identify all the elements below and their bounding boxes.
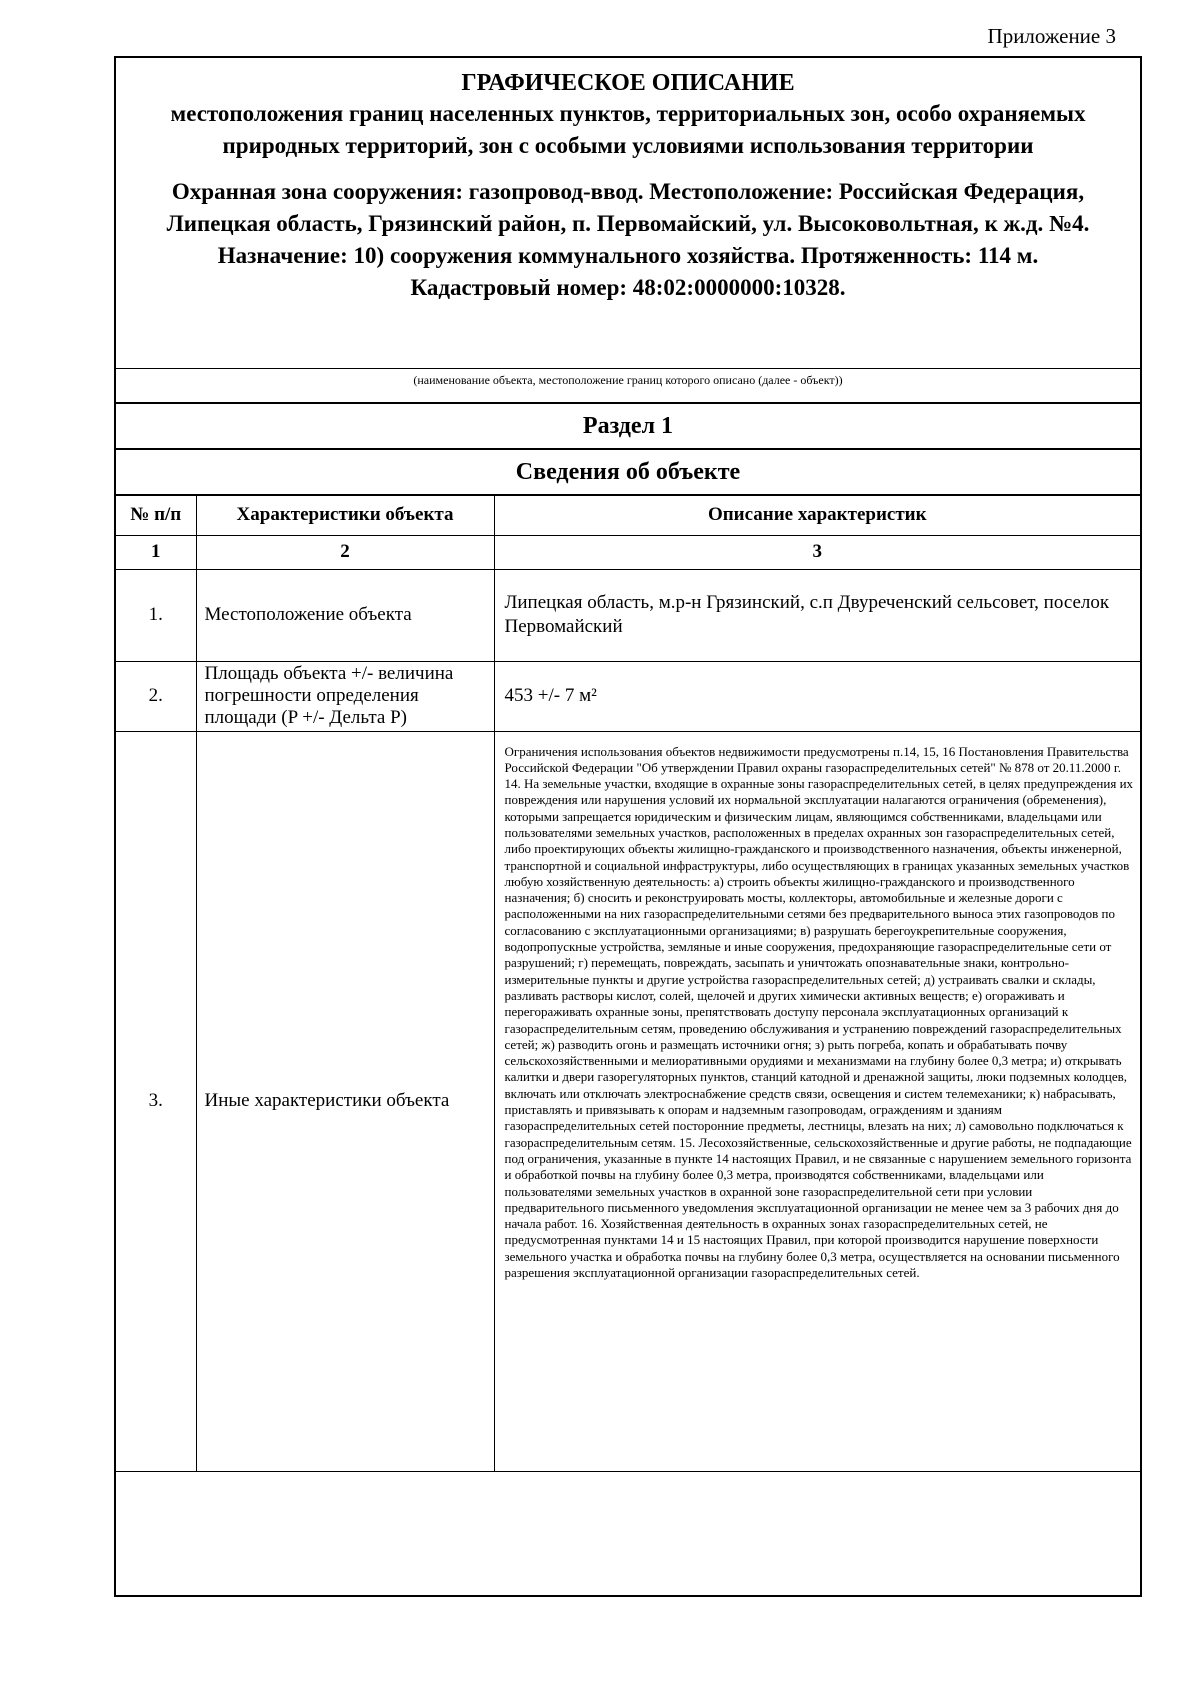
row-characteristic: Местоположение объекта [196,569,494,661]
object-caption: (наименование объекта, местоположение границ которого описано (далее - объект)) [116,368,1140,402]
info-title: Сведения об объекте [116,448,1140,494]
document-subtitle: местоположения границ населенных пунктов, территориальных зон, особо охраняемых природных территорий, зон с особыми условиями использования территории [170,101,1086,158]
table-row [116,661,1140,731]
row-number: 3. [116,731,196,1471]
table-row [116,569,1140,661]
row-characteristic: Иные характеристики объекта [196,731,494,1471]
object-description: Охранная зона сооружения: газопровод-ввод. Местоположение: Российская Федерация, Липецкая область, Грязинский район, п. Первомайский, ул. Высоковольтная, к ж.д. №4. Назначение: 10) сооружения коммунального хозяйства. Протяженность: 114 м. Кадастровый номер: 48:02:0000000:10328. [166,179,1090,300]
row-description: 453 +/- 7 м² [494,661,1140,731]
table-row [116,731,1140,1471]
row-description: Ограничения использования объектов недвижимости предусмотрены п.14, 15, 16 Постановления Правительства Российской Федерации "Об утверждении Правил охраны газораспределительных сетей" № 878 от 20.11.2000 г. 14. На земельные участки, входящие в охранные зоны газораспределительных сетей, в целях предупреждения их повреждения или нарушения условий их нормальной эксплуатации налагаются ограничения (обременения), которыми запрещается юридическим и физическим лицам, являющимся собственниками, владельцами или пользователями земельных участков, расположенных в пределах охранных зон газораспределительных сетей, либо проектирующих объекты жилищно-гражданского и производственного назначения, объекты инженерной, транспортной и социальной инфраструктуры, либо осуществляющих в границах указанных земельных участков любую хозяйственную деятельность: а) строить объекты жилищно-гражданского и производственного назначения; б) сносить и реконструировать мосты, коллекторы, автомобильные и железные дороги с расположенными на них газораспределительными сетями без предварительного выноса этих газопроводов по согласованию с эксплуатационными организациями; в) разрушать берегоукрепительные сооружения, водопропускные устройства, земляные и иные сооружения, предохраняющие газораспределительные сети от разрушений; г) перемещать, повреждать, засыпать и уничтожать опознавательные знаки, контрольно-измерительные пункты и другие устройства газораспределительных сетей; д) устраивать свалки и склады, разливать растворы кислот, солей, щелочей и других химически активных веществ; е) огораживать и перегораживать охранные зоны, препятствовать доступу персонала эксплуатационных организаций к газораспределительным сетям, проведению обслуживания и устранению повреждений газораспределительных сетей; ж) разводить огонь и размещать источники огня; з) рыть погреба, копать и обрабатывать почву сельскохозяйственными и мелиоративными орудиями и механизмами на глубину более 0,3 метра; и) открывать калитки и двери газорегуляторных пунктов, станций катодной и дренажной защиты, люки подземных колодцев, включать или отключать электроснабжение средств связи, освещения и систем телемеханики; к) набрасывать, приставлять и привязывать к опорам и надземным газопроводам, ограждениям и зданиям газораспределительных сетей посторонние предметы, лестницы, влезать на них; л) самовольно подключаться к газораспределительным сетям. 15. Лесохозяйственные, сельскохозяйственные и другие работы, не подпадающие под ограничения, указанные в пункте 14 настоящих Правил, и не связанные с нарушением земельного горизонта и обработкой почвы на глубину более 0,3 метра, производятся собственниками, владельцами или пользователями земельных участков в охранной зоне газораспределительной сети при условии предварительного письменного уведомления эксплуатационной организации не менее чем за 3 рабочих дня до начала работ. 16. Хозяйственная деятельность в охранных зонах газораспределительных сетей, не предусмотренная пунктами 14 и 15 настоящих Правил, при которой производится нарушение поверхности земельного участка и обработка почвы на глубину более 0,3 метра, осуществляется на основании письменного разрешения эксплуатационной организации газораспределительных сетей. [494,731,1140,1471]
document-header [116,58,1140,368]
column-number: 1 [116,535,196,569]
row-number: 2. [116,661,196,731]
document-title: ГРАФИЧЕСКОЕ ОПИСАНИЕ [461,70,795,96]
section-title: Раздел 1 [116,402,1140,448]
column-number: 2 [196,535,494,569]
header-number: № п/п [116,495,196,535]
row-characteristic: Площадь объекта +/- величина погрешности определения площади (P +/- Дельта P) [196,661,494,731]
row-description: Липецкая область, м.р-н Грязинский, с.п Двуреченский сельсовет, поселок Первомайский [494,569,1140,661]
column-number: 3 [494,535,1140,569]
column-number-row [116,535,1140,569]
document-frame [114,56,1142,1597]
header-characteristic: Характеристики объекта [196,495,494,535]
appendix-label: Приложение 3 [987,24,1116,48]
object-info-table [116,494,1140,1472]
header-description: Описание характеристик [494,495,1140,535]
row-number: 1. [116,569,196,661]
table-header-row [116,495,1140,535]
